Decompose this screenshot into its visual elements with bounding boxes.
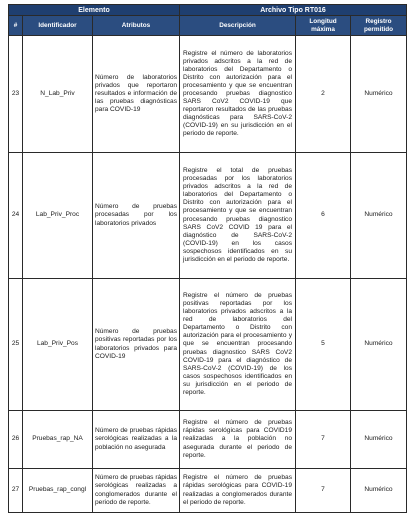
column-header-attributes: Atributos (93, 16, 180, 36)
column-header-num: # (9, 16, 23, 36)
table-row (9, 279, 407, 411)
document-page (8, 4, 406, 524)
cell-description: Registre el número de pruebas rápidas serológicas para COVID-19 realizadas a conglomerados durante el periodo de reporte. (180, 469, 296, 513)
cell-attribute: Número de pruebas positivas reportadas por los laboratorios privados para COVID-19 (93, 279, 180, 411)
group-header-file: Archivo Tipo RT016 (180, 5, 407, 16)
cell-register: Numérico (351, 411, 407, 469)
cell-description: Registre el total de pruebas procesadas por los laboratorios privados adscritos a la red de laboratorios del Departamento o Distrito con autorización para el procesamiento y que se encuentran procesando pruebas diagnostico SARS CoV2 COVID 19 para el diagnóstico de SARS-CoV-2 (COVID-19) en los casos sospechosos identificados en su jurisdicción en el periodo de reporte. (180, 153, 296, 279)
cell-attribute: Número de pruebas procesadas por los laboratorios privados (93, 153, 180, 279)
cell-register: Numérico (351, 153, 407, 279)
column-header-description: Descripción (180, 16, 296, 36)
column-header-length: Longitud máxima (296, 16, 351, 36)
cell-length: 7 (296, 411, 351, 469)
column-header-row (9, 16, 407, 36)
cell-length: 6 (296, 153, 351, 279)
specification-table (8, 4, 407, 513)
table-row (9, 469, 407, 513)
cell-num: 26 (9, 411, 23, 469)
cell-num: 25 (9, 279, 23, 411)
cell-identifier: Pruebas_rap_congl (23, 469, 93, 513)
column-header-register: Registro permitido (351, 16, 407, 36)
cell-num: 27 (9, 469, 23, 513)
table-row (9, 411, 407, 469)
cell-length: 5 (296, 279, 351, 411)
cell-description: Registre el número de laboratorios privados adscritos a la red de laboratorios del Departamento o Distrito con autorización para el procesamiento y que se encuentran procesando pruebas diagnostico SARS CoV2 COVID-19 que reportaron resultados de las pruebas diagnósticas para SARS-CoV-2 (COVID-19) en su jurisdicción en el periodo de reporte. (180, 36, 296, 153)
group-header-row (9, 5, 407, 16)
table-row (9, 36, 407, 153)
cell-length: 7 (296, 469, 351, 513)
cell-description: Registre el número de pruebas positivas reportadas por los laboratorios privados adscritos a la red de laboratorios del Departamento o Distrito con autorización para el procesamiento y que se encuentran procesando pruebas diagnostico SARS CoV2 COVID-19 para el diagnóstico de SARS-CoV-2 (COVID-19) de los casos sospechosos identificados en su jurisdicción en el periodo de reporte. (180, 279, 296, 411)
cell-identifier: N_Lab_Priv (23, 36, 93, 153)
cell-register: Numérico (351, 279, 407, 411)
cell-register: Numérico (351, 36, 407, 153)
cell-num: 24 (9, 153, 23, 279)
table-row (9, 153, 407, 279)
cell-identifier: Lab_Priv_Proc (23, 153, 93, 279)
cell-attribute: Número de pruebas rápidas serológicas realizadas a la población no asegurada (93, 411, 180, 469)
cell-attribute: Número de laboratorios privados que reportaron resultados e información de las pruebas diagnósticas para COVID-19 (93, 36, 180, 153)
group-header-element: Elemento (9, 5, 180, 16)
cell-attribute: Número de pruebas rápidas serológicas realizadas a conglomerados durante el periodo de reporte. (93, 469, 180, 513)
cell-num: 23 (9, 36, 23, 153)
cell-description: Registre el número de pruebas rápidas serológicas para COVID19 realizadas a la población no asegurada durante el periodo de reporte. (180, 411, 296, 469)
column-header-identifier: Identificador (23, 16, 93, 36)
cell-register: Numérico (351, 469, 407, 513)
cell-identifier: Pruebas_rap_NA (23, 411, 93, 469)
cell-length: 2 (296, 36, 351, 153)
cell-identifier: Lab_Priv_Pos (23, 279, 93, 411)
